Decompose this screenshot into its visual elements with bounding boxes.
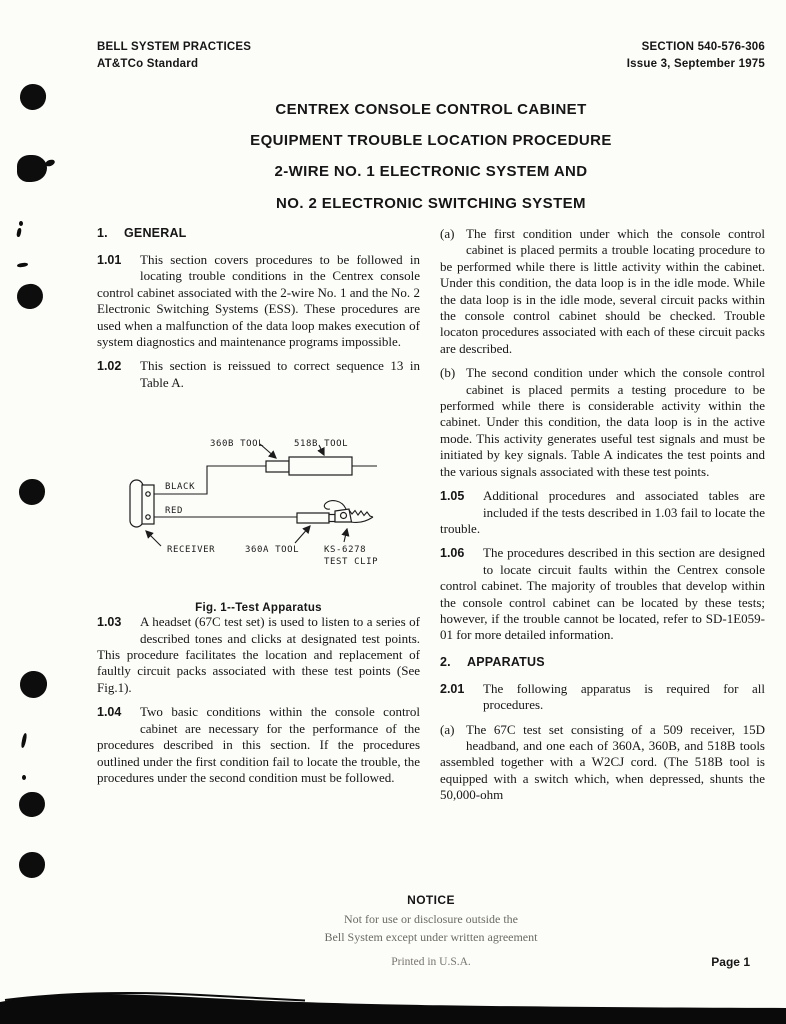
paragraph-text: Two basic conditions within the console control cabinet are necessary for the performance of the procedures described in this section. If the procedures outlined under the first condition fail to locate the trouble, the procedures under the second condition must be followed. [97, 704, 420, 785]
paragraph-text: A headset (67C test set) is used to listen to a series of described tones and clicks at designated test points. This procedure facilitates the location and replacement of faultly circuit packs associated with these test points (See Fig.1). [97, 614, 420, 695]
scan-artifact-mark [17, 262, 28, 267]
paragraph-1-03 [97, 614, 420, 696]
section-number-label: SECTION 540-576-306 [641, 41, 765, 53]
section-title: GENERAL [124, 226, 187, 240]
title-line-3: 2-WIRE NO. 1 ELECTRONIC SYSTEM AND [274, 163, 588, 181]
paragraph-2-01 [440, 681, 765, 714]
scan-artifact-mark [20, 733, 27, 749]
tool-518b-drawing [289, 457, 352, 475]
paragraph-1-02 [97, 358, 420, 391]
notice-block [97, 893, 765, 946]
paragraph-letter: (b) [440, 365, 456, 381]
paragraph-letter: (a) [440, 226, 455, 241]
notice-line-1: Not for use or disclosure outside the [344, 912, 518, 926]
figure-1-caption: Fig. 1--Test Apparatus [195, 602, 322, 615]
paragraph-text: The first condition under which the console control cabinet is placed permits a trouble locating procedure to be performed while there is little activity within the cabinet. Under this condition, the data loop is in the idle mode. While the data loop is in the idle mode, several circuit packs within the console control cabinet should be checked. Trouble locaton procedures associated with each of these circuit packs are described. [440, 226, 765, 356]
scan-artifact-blob [19, 670, 48, 699]
receiver-drawing [130, 480, 154, 527]
paragraph-1-01 [97, 252, 420, 350]
title-line-4: NO. 2 ELECTRONIC SWITCHING SYSTEM [276, 194, 586, 212]
paragraph-1-04 [97, 704, 420, 786]
paragraph-a-first-condition [440, 226, 765, 357]
title-line-1: CENTREX CONSOLE CONTROL CABINET [275, 101, 587, 118]
paragraph-text: The 67C test set consisting of a 509 receiver, 15D headband, and one each of 360A, 360B, and 518B tools assembled together with a W2CJ cord. (The 518B tool is equipped with a switch which, when depressed, shunts the 50,000-ohm [440, 721, 765, 803]
paragraph-1-06 [440, 545, 765, 643]
attco-standard-label: AT&TCo Standard [97, 58, 199, 70]
paragraph-number: 1.04 [97, 705, 122, 720]
paragraph-text: The procedures described in this section are designed to locate circuit faults within the Centrex console control cabinet. The majority of troubles that develop within the console control cabinet can be located by these tests; however, if the trouble cannot be located, refer to SD-1E059-01 for more detailed information. [440, 545, 765, 643]
test-clip-drawing [324, 501, 373, 523]
scan-artifact-blob [16, 283, 44, 311]
body-columns [97, 226, 765, 812]
tool-360a-drawing [297, 513, 329, 523]
paragraph-number: 1.06 [440, 546, 465, 561]
document-title [97, 94, 765, 219]
paragraph-text: The following apparatus is required for all procedures. [483, 680, 765, 713]
label-360b-tool: 360B TOOL [210, 439, 265, 450]
notice-heading: NOTICE [407, 893, 455, 907]
printed-in-usa-label: Printed in U.S.A. [391, 956, 471, 968]
title-line-2: EQUIPMENT TROUBLE LOCATION PROCEDURE [250, 132, 612, 150]
paragraph-number: 1.02 [97, 359, 122, 374]
scan-artifact-mark [16, 228, 22, 238]
scan-artifact-blob [19, 479, 45, 505]
paragraph-letter: (a) [440, 721, 455, 737]
left-column [97, 226, 420, 812]
scan-artifact-blob [18, 791, 46, 818]
paragraph-b-second-condition [440, 365, 765, 480]
notice-line-2: Bell System except under written agreement [324, 930, 538, 944]
header-left [97, 39, 251, 73]
arrow-to-360a [295, 526, 310, 543]
section-heading-general [97, 226, 420, 240]
arrow-to-test-clip [344, 529, 347, 542]
paragraph-1-05 [440, 488, 765, 537]
scan-artifact-blob [18, 82, 47, 111]
scan-artifact-mark [22, 775, 26, 780]
scan-artifact-blob [17, 155, 47, 182]
header-right [627, 39, 765, 73]
scan-artifact-blob [19, 852, 45, 878]
paragraph-number: 1.03 [97, 615, 122, 630]
paragraph-text: Additional procedures and associated tables are included if the tests described in 1.03 fail to locate the trouble. [440, 488, 765, 536]
paragraph-number: 1.01 [97, 253, 122, 267]
section-number: 2. [440, 654, 451, 669]
page-number: Page 1 [711, 955, 750, 969]
figure-1-test-apparatus [97, 430, 420, 570]
section-title: APPARATUS [467, 654, 545, 669]
right-column [440, 226, 765, 812]
label-receiver: RECEIVER [167, 545, 216, 556]
scan-artifact-bottom-bar [0, 990, 786, 1024]
scan-artifact-smudge [44, 158, 55, 167]
label-black: BLACK [165, 482, 196, 493]
label-518b-tool: 518B TOOL [294, 439, 349, 450]
section-heading-apparatus [440, 655, 765, 669]
section-number: 1. [97, 226, 108, 240]
tool-360b-drawing [266, 461, 289, 472]
paragraph-a-test-set [440, 722, 765, 804]
label-red: RED [165, 506, 184, 517]
bell-system-practices-label: BELL SYSTEM PRACTICES [97, 41, 252, 53]
arrow-to-receiver [146, 531, 161, 546]
paragraph-number: 2.01 [440, 681, 465, 696]
paragraph-text: This section covers procedures to be followed in locating trouble conditions in the Centrex console control cabinet associated with the 2-wire No. 1 and the No. 2 Electronic Switching Systems (ESS). These procedures are used when a malfunction of the data loop makes execution of system diagnostics and maintenance programs impossible. [97, 252, 420, 350]
scan-artifact-mark [19, 221, 23, 226]
label-test-clip: TEST CLIP [324, 557, 379, 568]
issue-date-label: Issue 3, September 1975 [626, 58, 765, 70]
label-360a-tool: 360A TOOL [245, 545, 300, 556]
paragraph-text: The second condition under which the console control cabinet is placed permits a testing procedure to be performed while there is considerable activity within the cabinet. Under this condition, the data loop is in the active mode. This activity generates useful test signals and must be initiated by key signals. Table A indicates the test points and the various signals associated with these test points. [440, 365, 765, 479]
paragraph-text: This section is reissued to correct sequence 13 in Table A. [140, 358, 420, 390]
label-ks-6278: KS-6278 [324, 545, 367, 556]
paragraph-number: 1.05 [440, 489, 465, 504]
